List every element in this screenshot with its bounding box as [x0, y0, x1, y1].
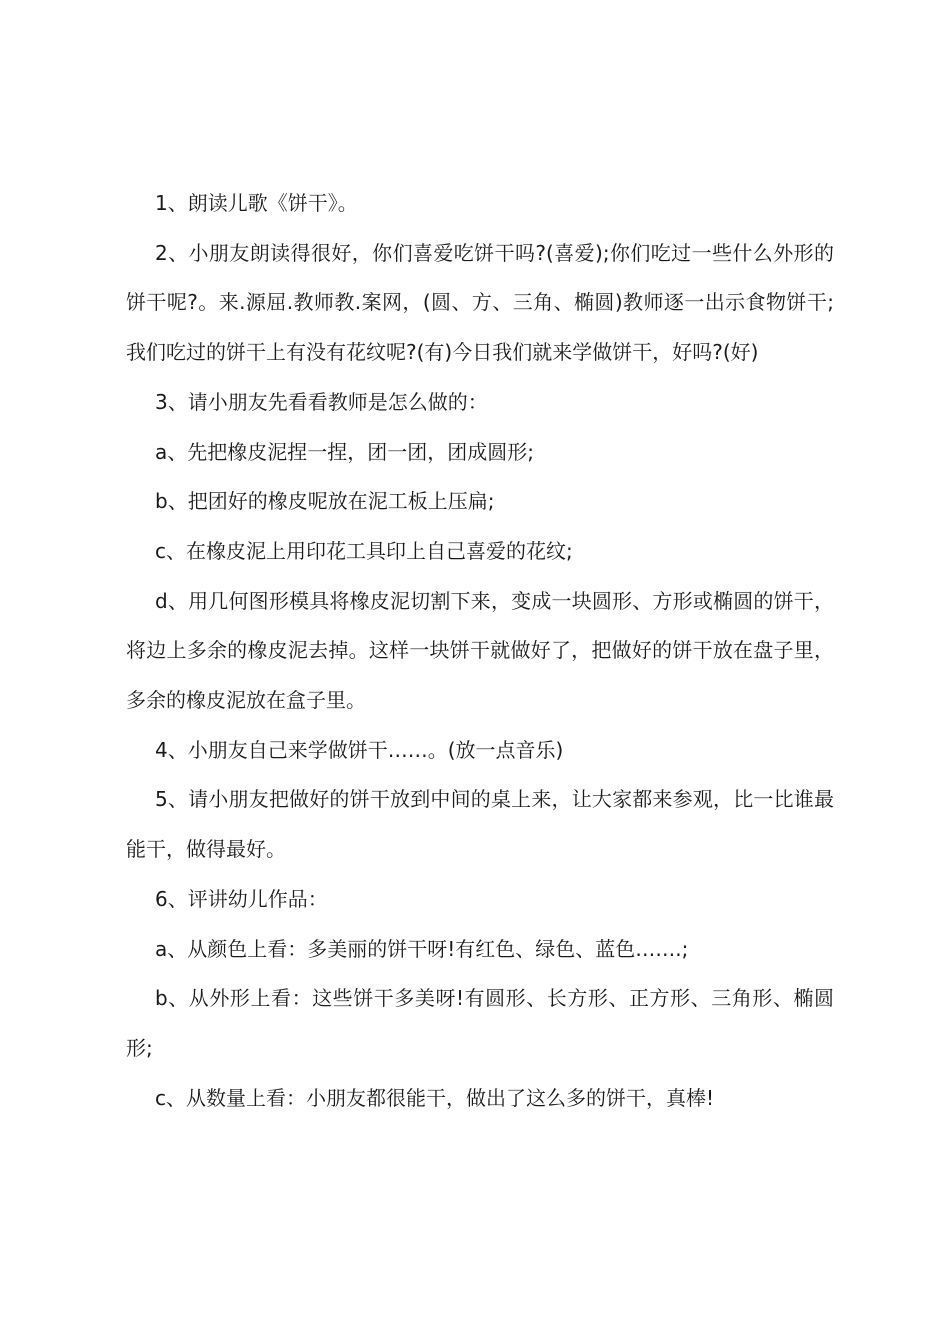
paragraph-step-4: 4、小朋友自己来学做饼干……。(放一点音乐)	[155, 737, 564, 762]
paragraph-step-3a: a、先把橡皮泥捏一捏，团一团，团成圆形;	[155, 439, 534, 464]
paragraph-step-6: 6、评讲幼儿作品：	[155, 886, 328, 911]
paragraph-step-1: 1、朗读儿歌《饼干》。	[155, 191, 358, 215]
paragraph-step-3: 3、请小朋友先看看教师是怎么做的：	[155, 389, 488, 414]
paragraph-step-6b: b、从外形上看：这些饼干多美呀!有圆形、长方形、正方形、三角形、椭圆形;	[126, 986, 834, 1060]
paragraph-step-6c: c、从数量上看：小朋友都很能干，做出了这么多的饼干，真棒!	[155, 1085, 715, 1110]
paragraph-step-2: 2、小朋友朗读得很好，你们喜爱吃饼干吗?(喜爱);你们吃过一些什么外形的饼干呢?。来.源屈.教师教.案网，(圆、方、三角、椭圆)教师逐一出示食物饼干;我们吃过的饼干上有没有花纹呢?(有)今日我们就来学做饼干，好吗?(好)	[126, 240, 834, 365]
paragraph-step-3b: b、把团好的橡皮呢放在泥工板上压扁;	[155, 489, 495, 514]
paragraph-step-3c: c、在橡皮泥上用印花工具印上自己喜爱的花纹;	[155, 538, 573, 563]
paragraph-step-5: 5、请小朋友把做好的饼干放到中间的桌上来，让大家都来参观，比一比谁最能干，做得最好。	[126, 787, 834, 862]
paragraph-step-6a: a、从颜色上看：多美丽的饼干呀!有红色、绿色、蓝色…….;	[155, 936, 689, 961]
paragraph-step-3d: d、用几何图形模具将橡皮泥切割下来，变成一块圆形、方形或椭圆的饼干，将边上多余的橡皮泥去掉。这样一块饼干就做好了，把做好的饼干放在盘子里，多余的橡皮泥放在盒子里。	[126, 588, 834, 713]
document-body	[126, 179, 834, 1123]
